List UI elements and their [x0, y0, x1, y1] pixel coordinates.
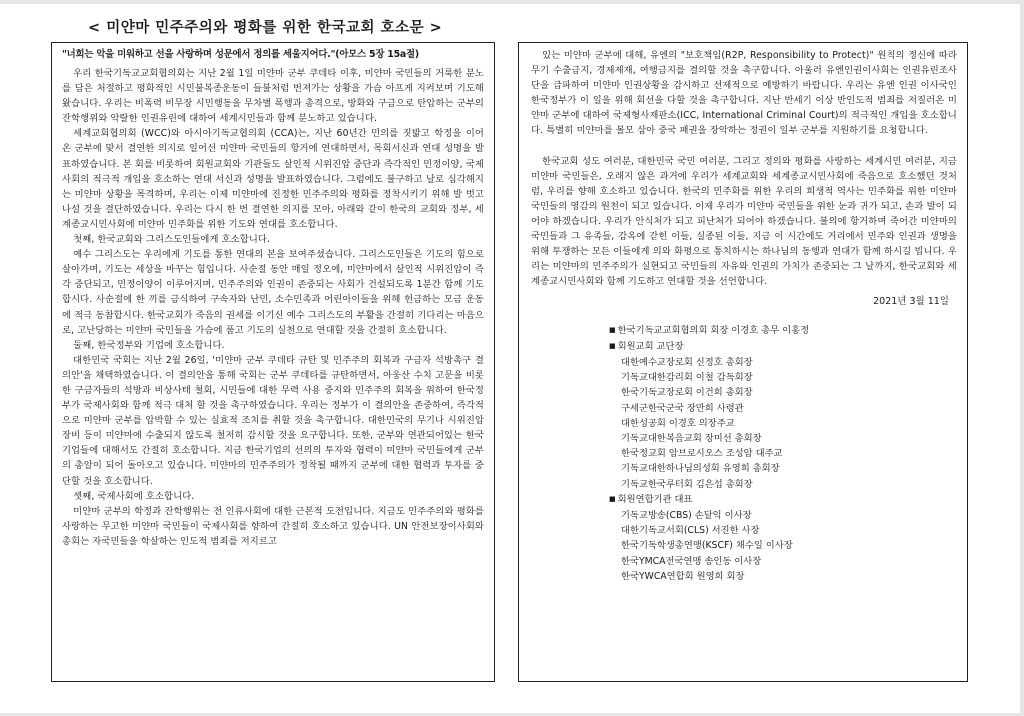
heading-third-appeal: 셋째, 국제사회에 호소합니다.	[73, 490, 195, 502]
heading-first-appeal: 첫째, 한국교회와 그리스도인들에게 호소합니다.	[73, 234, 271, 246]
frame-edge-right	[1020, 0, 1024, 716]
signer-member: 한국기독학생총연맹(KSCF) 채수일 이사장	[621, 540, 793, 552]
signer-member: 대한성공회 이경호 의장주교	[621, 417, 735, 429]
epigraph: "너희는 악을 미워하고 선을 사랑하며 성문에서 정의를 세울지어다."(아모스 5장 15a절)	[62, 49, 419, 60]
signer-head: ■ 한국기독교교회협의회 회장 이경호 총무 이홍정	[609, 323, 957, 339]
paragraph-wcc-cca: 세계교회협의회 (WCC)와 아시아기독교협의회 (CCA)는, 지난 60년간 민의를 짓밟고 학정을 이어 온 군부에 맞서 결연한 의지로 일어선 미얀마 국민들의 항거에 연대하면서, 목회서신과 연대 성명을 발표하였습니다. 본 회를 비롯하여 회원교회와 기관들도 살인적 시위진압 중단과 즉각적인 민정이양, 국제사회의 적극적 개입을 호소하는 연대 서신과 성명을 발표하였습니다. 그럼에도 불구하고 날로 심각해지는 미얀마 상황을 목격하며, 우리는 이제 미얀마에 진정한 민주주의와 평화를 정착시키기 위해 발 벗고 나설 것을 결단하였습니다. 우리는 다시 한 번 결연한 의지를 모아, 아래와 같이 한국의 교회와 정부, 세계종교시민사회에 미얀마 민주화를 위한 기도와 연대를 호소합니다.	[62, 128, 484, 230]
signer-member: 기독교한국루터회 김은섭 총회장	[621, 478, 753, 490]
paragraph-closing: 한국교회 성도 여러분, 대한민국 국민 여러분, 그리고 정의와 평화를 사랑하는 세계시민 여러분, 지금 미얀마 국민들은, 오래지 않은 과거에 우리가 세계교회와 세계종교시민사회에 죽음으로 호소했던 것처럼, 우리를 향해 호소하고 있습니다. 한국의 민주화를 위한 우리의 희생적 역사는 민주화를 위한 미얀마 국민들의 영감의 원천이 되고 있습니다. 이제 우리가 미얀마 국민들을 위한 눈과 귀가 되고, 손과 발이 되어야 하겠습니다. 우리가 안식처가 되고 피난처가 되어야 하겠습니다. 불의에 항거하며 죽어간 미얀마의 국민들과 그 유족들, 감옥에 갇힌 이들, 실종된 이들, 지금 이 시간에도 거리에서 민주와 인권과 생명을 위해 투쟁하는 모든 이들에게 의와 화평으로 통치하시는 하나님의 동행과 연대가 함께 하시길 빕니다. 우리는 미얀마의 민주주의가 실현되고 국민들의 자유와 인권의 가치가 존중되는 그 날까지, 한국교회와 세계종교시민사회와 함께 기도하고 연대할 것을 선언합니다.	[531, 155, 957, 288]
signer-member: 기독교대한하나님의성회 유영희 총회장	[621, 463, 780, 475]
right-body	[531, 48, 957, 290]
signer-group-heading: ■ 회원교회 교단장	[609, 339, 957, 355]
right-column	[518, 42, 968, 682]
left-body	[62, 66, 484, 549]
paragraph-intro: 우리 한국기독교교회협의회는 지난 2월 1일 미얀마 군부 쿠데타 이후, 미얀마 국민들의 거룩한 분노를 담은 처절하고 평화적인 시민불복종운동이 들불처럼 번져가는 상황을 가슴 아프게 지켜보며 기도해 왔습니다. 우리는 비폭력 비무장 시민행동을 무차별 폭행과 총격으로, 방화와 구금으로 탄압하는 군부의 잔학행위와 악랄한 인권유린에 대하여 세계시민들과 함께 분노하고 있습니다.	[62, 68, 484, 125]
heading-second-appeal: 둘째, 한국정부와 기업에 호소합니다.	[73, 339, 225, 351]
signer-member: 한국기독교장로회 이건희 총회장	[621, 387, 753, 399]
paragraph-un-appeal: 있는 미얀마 군부에 대해, 유엔의 "보호책임(R2P, Responsibility to Protect)" 원칙의 정신에 따라 무기 수출금지, 경제제재, 여행금지를 결의할 것을 촉구합니다. 아울러 유엔인권이사회는 인권유린조사단을 급파하여 미얀마 인권상황을 감시하고 선제적으로 예방하기 바랍니다. 우리는 유엔 인권 이사국인 한국정부가 이 일을 위해 회선을 다할 것을 촉구합니다. 지난 반세기 이상 반인도적 범죄를 저질러온 미얀마 군부에 대하여 국제형사재판소(ICC, International Criminal Court)의 적극적인 개입을 호소합니다. 특별히 미얀마를 볼모 삼아 중국 패권을 장악하는 정권이 일부 군부를 지원하기를 요청합니다.	[531, 50, 957, 137]
signer-member: 구세군한국군국 장만희 사령관	[621, 402, 744, 414]
signer-member: 기독교대한복음교회 장미선 총회장	[621, 432, 762, 444]
paragraph-church-appeal: 예수 그리스도는 우리에게 기도를 통한 연대의 본을 보여주셨습니다. 그리스도인들은 기도의 힘으로 살아가며, 기도는 세상을 바꾸는 힘입니다. 사순절 동안 매일 정오에, 미얀마에서 살인적 시위진압이 즉각 중단되고, 민정이양이 이루어지며, 민주주의와 인권이 존중되는 사회가 건설되도록 1분간 함께 기도합시다. 사순절에 한 끼를 금식하여 구속자와 난민, 소수민족과 어린아이들을 위해 헌금하는 모금 운동에 적극 동참합시다. 한국교회가 죽음의 권세를 이기신 예수 그리스도의 부활을 간절히 기다리는 마음으로, 고난당하는 미얀마 국민들을 가슴에 품고 기도의 실천으로 연대할 것을 간절히 호소합니다.	[62, 249, 484, 336]
signer-member: 한국YWCA연합회 원영희 회장	[621, 570, 745, 582]
document-date: 2021년 3월 11일	[873, 295, 949, 307]
paragraph-international-appeal: 미얀마 군부의 학정과 잔학행위는 전 인류사회에 대한 근본적 도전입니다. 지금도 민주주의와 평화를 사랑하는 무고한 미얀마 국민들이 국제사회를 향하여 간절히 호소하고 있습니다. UN 안전보장이사회와 총회는 자국민들을 학살하는 인도적 범죄를 저지르고	[62, 505, 484, 547]
left-column	[51, 42, 495, 682]
frame-edge-top	[0, 0, 1024, 4]
signatory-list	[609, 323, 957, 584]
signer-member: 대한기독교서회(CLS) 서진한 사장	[621, 525, 760, 537]
signer-group-heading: ■ 회원연합기관 대표	[609, 492, 957, 508]
signer-member: 기독교대한감리회 이철 감독회장	[621, 372, 753, 384]
signer-member: 대한예수교장로회 신정호 총회장	[621, 356, 753, 368]
document-title: < 미얀마 민주주의와 평화를 위한 한국교회 호소문 >	[88, 20, 443, 36]
paragraph-government-appeal: 대한민국 국회는 지난 2월 26일, '미얀마 군부 쿠데타 규탄 및 민주주의 회복과 구금자 석방촉구 결의안'을 채택하였습니다. 이 결의안을 통해 국회는 군부 쿠데타를 규탄하면서, 아웅산 수치 고문을 비롯한 구금자들의 석방과 비상사태 철회, 시민들에 대한 무력 사용 중지와 민주주의 회복을 위하여 한국정부가 국제사회와 함께 적극 대처 할 것을 촉구하였습니다. 우리는 정부가 이 결의안을 존중하여, 즉각적으로 미얀마 군부를 압박할 수 있는 실효적 조치를 취할 것을 촉구합니다. 대한민국의 무기나 시위진압 장비 등이 미얀마에 수출되지 않도록 철저히 감시할 것을 요구합니다. 또한, 군부와 연관되어있는 한국 기업들에 대해서도 간절히 호소합니다. 지금 한국기업의 선의의 투자와 협력이 미얀마 국민들에게 군부의 총알이 되어 돌아오고 있습니다. 미얀마의 민주주의가 정착될 때까지 군부에 대한 협력과 투자를 중단할 것을 호소합니다.	[62, 354, 484, 487]
paragraph-spacer	[531, 139, 957, 154]
signer-member: 기독교방송(CBS) 손달익 이사장	[621, 509, 752, 521]
signer-member: 한국YMCA전국연맹 송인동 이사장	[621, 555, 762, 567]
signer-member: 한국정교회 암브로시오스 조성암 대주교	[621, 448, 783, 460]
